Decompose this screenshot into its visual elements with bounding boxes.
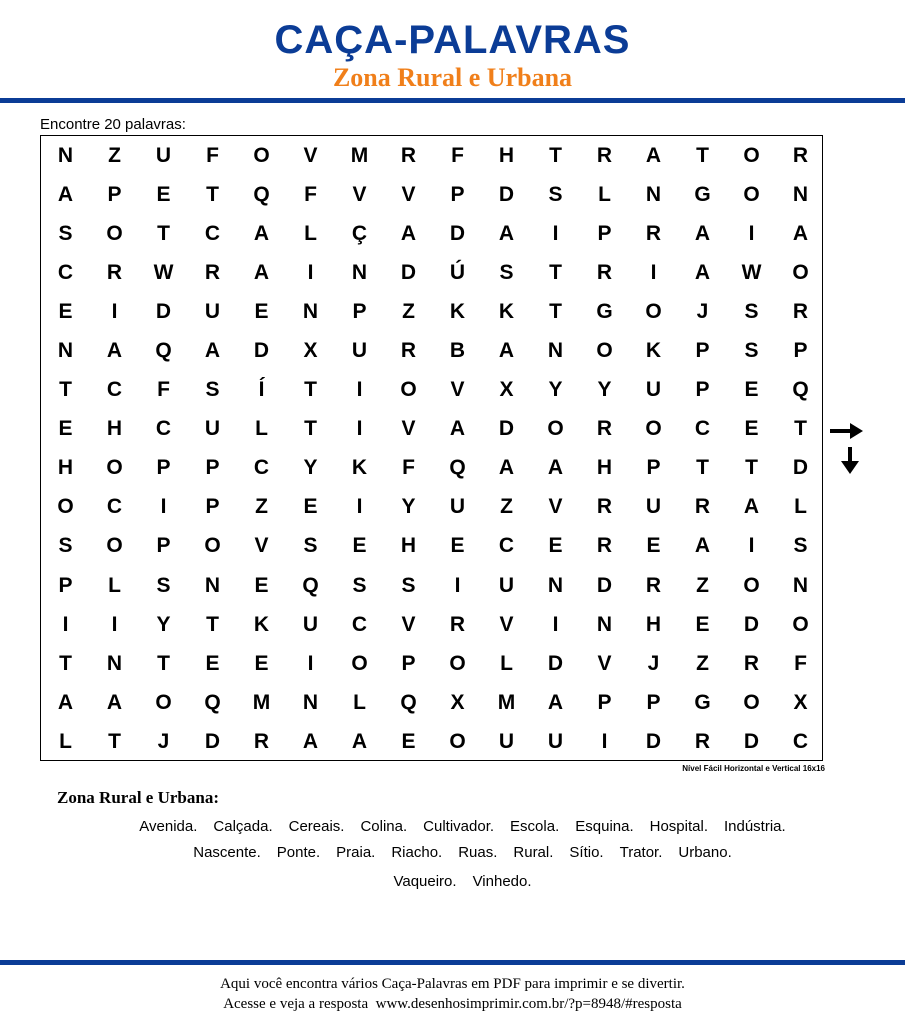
- grid-letter[interactable]: T: [549, 143, 562, 167]
- grid-letter[interactable]: R: [400, 143, 417, 167]
- grid-letter[interactable]: V: [254, 534, 269, 558]
- grid-letter[interactable]: D: [596, 573, 613, 597]
- grid-letter[interactable]: O: [792, 612, 809, 636]
- grid-letter[interactable]: R: [253, 729, 270, 753]
- grid-letter[interactable]: Z: [402, 299, 415, 323]
- grid-letter[interactable]: T: [549, 260, 562, 284]
- word-item: Vinhedo.: [472, 873, 532, 890]
- grid-letter[interactable]: S: [548, 182, 563, 206]
- grid-letter[interactable]: A: [743, 495, 760, 519]
- grid-letter[interactable]: C: [792, 729, 809, 753]
- grid-letter[interactable]: Q: [400, 690, 417, 714]
- grid-letter[interactable]: U: [204, 417, 221, 441]
- grid-letter[interactable]: L: [598, 182, 611, 206]
- grid-letter[interactable]: L: [353, 690, 366, 714]
- grid-letter[interactable]: R: [204, 260, 221, 284]
- grid-letter[interactable]: M: [252, 690, 271, 714]
- arrow-right-icon: [830, 422, 864, 440]
- grid-letter[interactable]: N: [302, 299, 319, 323]
- grid-letter[interactable]: C: [204, 221, 221, 245]
- grid-letter[interactable]: S: [58, 534, 73, 558]
- grid-letter[interactable]: O: [351, 651, 368, 675]
- grid-letter[interactable]: A: [645, 143, 662, 167]
- grid-letter[interactable]: P: [646, 456, 661, 480]
- grid-letter[interactable]: H: [498, 143, 515, 167]
- grid-letter[interactable]: E: [450, 534, 465, 558]
- grid-letter[interactable]: K: [351, 456, 368, 480]
- grid-letter[interactable]: C: [498, 534, 515, 558]
- grid-letter[interactable]: D: [253, 339, 270, 363]
- page-title: CAÇA-PALAVRAS: [274, 18, 631, 62]
- grid-letter[interactable]: T: [59, 378, 72, 402]
- grid-letter[interactable]: I: [748, 221, 755, 245]
- grid-letter[interactable]: N: [645, 182, 662, 206]
- grid-letter[interactable]: I: [356, 378, 363, 402]
- grid-letter[interactable]: R: [645, 573, 662, 597]
- grid-letter[interactable]: A: [449, 417, 466, 441]
- grid-letter[interactable]: D: [449, 221, 466, 245]
- grid-letter[interactable]: T: [304, 417, 317, 441]
- grid-letter[interactable]: C: [155, 417, 172, 441]
- grid-letter[interactable]: Y: [597, 378, 612, 402]
- grid-letter[interactable]: E: [156, 182, 171, 206]
- grid-letter[interactable]: T: [108, 729, 121, 753]
- grid-letter[interactable]: T: [549, 299, 562, 323]
- grid-letter[interactable]: Y: [401, 495, 416, 519]
- grid-letter[interactable]: B: [449, 339, 466, 363]
- grid-letter[interactable]: O: [204, 534, 221, 558]
- grid-letter[interactable]: A: [400, 221, 417, 245]
- grid-letter[interactable]: K: [253, 612, 270, 636]
- grid-letter[interactable]: T: [794, 417, 807, 441]
- grid-letter[interactable]: O: [792, 260, 809, 284]
- grid-letter[interactable]: G: [596, 299, 613, 323]
- grid-letter[interactable]: V: [450, 378, 465, 402]
- grid-letter[interactable]: D: [792, 456, 809, 480]
- grid-letter[interactable]: E: [303, 495, 318, 519]
- grid-letter[interactable]: Y: [548, 378, 563, 402]
- grid-letter[interactable]: D: [645, 729, 662, 753]
- grid-letter[interactable]: Q: [449, 456, 466, 480]
- grid-letter[interactable]: L: [304, 221, 317, 245]
- grid-letter[interactable]: L: [108, 573, 121, 597]
- grid-letter[interactable]: E: [352, 534, 367, 558]
- grid-letter[interactable]: C: [57, 260, 74, 284]
- word-list-title: Zona Rural e Urbana:: [57, 788, 219, 807]
- word-item: Escola.: [510, 818, 560, 835]
- grid-letter[interactable]: Q: [155, 339, 172, 363]
- grid-letter[interactable]: H: [400, 534, 417, 558]
- word-list: [40, 814, 885, 895]
- grid-letter[interactable]: N: [57, 339, 74, 363]
- grid-letter[interactable]: C: [694, 417, 711, 441]
- grid-letter[interactable]: R: [596, 143, 613, 167]
- grid-letter[interactable]: E: [254, 651, 269, 675]
- grid-letter[interactable]: L: [255, 417, 268, 441]
- bottom-divider: [0, 960, 905, 965]
- page-subtitle: Zona Rural e Urbana: [332, 63, 573, 92]
- grid-letter[interactable]: R: [596, 260, 613, 284]
- grid-letter[interactable]: T: [206, 182, 219, 206]
- grid-letter[interactable]: S: [303, 534, 318, 558]
- grid-letter[interactable]: D: [743, 729, 760, 753]
- grid-letter[interactable]: M: [497, 690, 516, 714]
- grid-letter[interactable]: Ç: [351, 221, 368, 245]
- top-divider: [0, 98, 905, 103]
- word-item: Calçada.: [213, 818, 273, 835]
- grid-letter[interactable]: E: [744, 378, 759, 402]
- grid-letter[interactable]: H: [106, 417, 123, 441]
- grid-letter[interactable]: Q: [302, 573, 319, 597]
- letter-grid: [41, 136, 825, 762]
- grid-letter[interactable]: O: [106, 456, 123, 480]
- grid-letter[interactable]: U: [645, 495, 662, 519]
- grid-letter[interactable]: K: [645, 339, 662, 363]
- grid-letter[interactable]: P: [205, 495, 220, 519]
- grid-letter[interactable]: W: [153, 260, 174, 284]
- grid-letter[interactable]: J: [696, 299, 709, 323]
- grid-letter[interactable]: N: [792, 182, 809, 206]
- grid-letter[interactable]: R: [106, 260, 123, 284]
- grid-letter[interactable]: U: [155, 143, 172, 167]
- grid-letter[interactable]: R: [449, 612, 466, 636]
- grid-letter[interactable]: X: [499, 378, 514, 402]
- grid-letter[interactable]: J: [157, 729, 170, 753]
- word-item: Riacho.: [391, 844, 443, 861]
- grid-letter[interactable]: F: [402, 456, 415, 480]
- grid-letter[interactable]: T: [157, 651, 170, 675]
- word-item: Cereais.: [288, 818, 345, 835]
- grid-letter[interactable]: L: [59, 729, 72, 753]
- grid-letter[interactable]: S: [793, 534, 808, 558]
- grid-letter[interactable]: S: [401, 573, 416, 597]
- grid-letter[interactable]: O: [449, 729, 466, 753]
- footer-line-1: Aqui você encontra vários Caça-Palavras em PDF para imprimir e se divertir.: [220, 976, 685, 992]
- grid-letter[interactable]: S: [744, 299, 759, 323]
- grid-letter[interactable]: A: [547, 456, 564, 480]
- grid-letter[interactable]: V: [548, 495, 563, 519]
- grid-letter[interactable]: E: [254, 573, 269, 597]
- instruction-text: Encontre 20 palavras:: [40, 116, 186, 133]
- grid-letter[interactable]: E: [58, 417, 73, 441]
- word-item: Colina.: [360, 818, 408, 835]
- grid-letter[interactable]: Q: [792, 378, 809, 402]
- grid-letter[interactable]: D: [547, 651, 564, 675]
- grid-letter[interactable]: A: [498, 339, 515, 363]
- grid-letter[interactable]: G: [694, 690, 711, 714]
- grid-letter[interactable]: F: [451, 143, 464, 167]
- grid-letter[interactable]: T: [206, 612, 219, 636]
- word-item: Vaqueiro.: [393, 873, 457, 890]
- grid-letter[interactable]: D: [743, 612, 760, 636]
- grid-letter[interactable]: D: [498, 417, 515, 441]
- grid-letter[interactable]: N: [351, 260, 368, 284]
- grid-letter[interactable]: G: [694, 182, 711, 206]
- grid-letter[interactable]: H: [57, 456, 74, 480]
- grid-letter[interactable]: P: [695, 378, 710, 402]
- grid-letter[interactable]: N: [204, 573, 221, 597]
- grid-letter[interactable]: I: [111, 299, 118, 323]
- grid-letter[interactable]: O: [253, 143, 270, 167]
- grid-letter[interactable]: O: [449, 651, 466, 675]
- grid-letter[interactable]: V: [401, 612, 416, 636]
- grid-letter[interactable]: A: [253, 260, 270, 284]
- grid-letter[interactable]: O: [743, 690, 760, 714]
- grid-letter[interactable]: V: [303, 143, 318, 167]
- grid-letter[interactable]: V: [597, 651, 612, 675]
- grid-letter[interactable]: A: [204, 339, 221, 363]
- grid-letter[interactable]: S: [205, 378, 220, 402]
- word-item: Indústria.: [723, 818, 786, 835]
- word-item: Cultivador.: [423, 818, 495, 835]
- grid-letter[interactable]: S: [744, 339, 759, 363]
- grid-letter[interactable]: N: [596, 612, 613, 636]
- grid-letter[interactable]: P: [695, 339, 710, 363]
- grid-letter[interactable]: Ú: [449, 260, 466, 284]
- word-item: Hospital.: [649, 818, 708, 835]
- grid-letter[interactable]: S: [352, 573, 367, 597]
- grid-letter[interactable]: U: [302, 612, 319, 636]
- grid-letter[interactable]: R: [596, 417, 613, 441]
- grid-letter[interactable]: I: [552, 221, 559, 245]
- grid-letter[interactable]: Q: [253, 182, 270, 206]
- grid-letter[interactable]: A: [351, 729, 368, 753]
- grid-letter[interactable]: T: [745, 456, 758, 480]
- grid-letter[interactable]: E: [254, 299, 269, 323]
- grid-letter[interactable]: Z: [696, 651, 709, 675]
- grid-letter[interactable]: U: [645, 378, 662, 402]
- grid-letter[interactable]: P: [107, 182, 122, 206]
- grid-letter[interactable]: F: [304, 182, 317, 206]
- grid-letter[interactable]: R: [694, 495, 711, 519]
- grid-letter[interactable]: O: [596, 339, 613, 363]
- grid-letter[interactable]: A: [57, 690, 74, 714]
- grid-letter[interactable]: I: [356, 417, 363, 441]
- grid-letter[interactable]: T: [696, 143, 709, 167]
- grid-letter[interactable]: P: [597, 690, 612, 714]
- grid-letter[interactable]: A: [57, 182, 74, 206]
- grid-letter[interactable]: E: [695, 612, 710, 636]
- word-item: Ponte.: [276, 844, 321, 861]
- grid-letter[interactable]: Z: [500, 495, 513, 519]
- grid-letter[interactable]: W: [741, 260, 762, 284]
- grid-letter[interactable]: D: [498, 182, 515, 206]
- grid-letter[interactable]: A: [694, 534, 711, 558]
- grid-letter[interactable]: P: [646, 690, 661, 714]
- grid-letter[interactable]: O: [106, 534, 123, 558]
- grid-letter[interactable]: P: [793, 339, 808, 363]
- grid-letter[interactable]: F: [157, 378, 170, 402]
- grid-letter[interactable]: I: [454, 573, 461, 597]
- grid-letter[interactable]: I: [552, 612, 559, 636]
- grid-letter[interactable]: U: [498, 729, 515, 753]
- grid-letter[interactable]: I: [307, 651, 314, 675]
- grid-letter[interactable]: O: [743, 182, 760, 206]
- grid-letter[interactable]: A: [547, 690, 564, 714]
- word-item: Sítio.: [569, 844, 604, 861]
- grid-letter[interactable]: D: [400, 260, 417, 284]
- grid-letter[interactable]: R: [743, 651, 760, 675]
- grid-letter[interactable]: P: [156, 534, 171, 558]
- grid-letter[interactable]: I: [307, 260, 314, 284]
- grid-letter[interactable]: P: [352, 299, 367, 323]
- grid-letter[interactable]: O: [743, 143, 760, 167]
- grid-letter[interactable]: Z: [255, 495, 268, 519]
- word-item: Urbano.: [678, 844, 732, 861]
- grid-letter[interactable]: I: [356, 495, 363, 519]
- grid-letter[interactable]: Y: [303, 456, 318, 480]
- grid-letter[interactable]: F: [206, 143, 219, 167]
- grid-letter[interactable]: P: [205, 456, 220, 480]
- grid-letter[interactable]: V: [401, 417, 416, 441]
- grid-letter[interactable]: Y: [156, 612, 171, 636]
- grid-letter[interactable]: A: [792, 221, 809, 245]
- grid-letter[interactable]: Q: [204, 690, 221, 714]
- grid-letter[interactable]: R: [400, 339, 417, 363]
- level-label: Nível Fácil Horizontal e Vertical 16x16: [682, 764, 825, 773]
- grid-letter[interactable]: O: [400, 378, 417, 402]
- grid-letter[interactable]: R: [645, 221, 662, 245]
- grid-letter[interactable]: C: [351, 612, 368, 636]
- grid-letter[interactable]: A: [302, 729, 319, 753]
- grid-letter[interactable]: O: [547, 417, 564, 441]
- grid-letter[interactable]: O: [743, 573, 760, 597]
- grid-letter[interactable]: N: [302, 690, 319, 714]
- grid-letter[interactable]: S: [58, 221, 73, 245]
- grid-letter[interactable]: X: [450, 690, 465, 714]
- grid-letter[interactable]: R: [694, 729, 711, 753]
- grid-letter[interactable]: P: [597, 221, 612, 245]
- grid-letter[interactable]: P: [156, 456, 171, 480]
- grid-letter[interactable]: I: [62, 612, 69, 636]
- grid-letter[interactable]: A: [253, 221, 270, 245]
- grid-letter[interactable]: A: [106, 690, 123, 714]
- grid-letter[interactable]: C: [106, 495, 123, 519]
- grid-letter[interactable]: O: [106, 221, 123, 245]
- grid-letter[interactable]: I: [748, 534, 755, 558]
- grid-letter[interactable]: R: [792, 299, 809, 323]
- grid-letter[interactable]: U: [498, 573, 515, 597]
- grid-letter[interactable]: A: [498, 456, 515, 480]
- grid-letter[interactable]: Z: [108, 143, 121, 167]
- grid-letter[interactable]: N: [106, 651, 123, 675]
- footer: [0, 974, 905, 1014]
- grid-letter[interactable]: E: [646, 534, 661, 558]
- grid-letter[interactable]: S: [499, 260, 514, 284]
- grid-letter[interactable]: M: [350, 143, 369, 167]
- grid-letter[interactable]: U: [204, 299, 221, 323]
- grid-letter[interactable]: X: [793, 690, 808, 714]
- grid-letter[interactable]: E: [58, 299, 73, 323]
- grid-letter[interactable]: T: [59, 651, 72, 675]
- grid-letter[interactable]: V: [401, 182, 416, 206]
- grid-letter[interactable]: K: [498, 299, 515, 323]
- footer-line-2: Acesse e veja a resposta www.desenhosimprimir.com.br/?p=8948/#resposta: [223, 996, 682, 1012]
- grid-letter[interactable]: C: [253, 456, 270, 480]
- grid-letter[interactable]: U: [351, 339, 368, 363]
- grid-letter[interactable]: L: [500, 651, 513, 675]
- grid-letter[interactable]: T: [696, 456, 709, 480]
- grid-letter[interactable]: A: [498, 221, 515, 245]
- word-item: Praia.: [336, 844, 376, 861]
- grid-letter[interactable]: C: [106, 378, 123, 402]
- grid-letter[interactable]: K: [449, 299, 466, 323]
- word-item: Ruas.: [458, 844, 498, 861]
- word-item: Avenida.: [139, 818, 198, 835]
- grid-letter[interactable]: H: [645, 612, 662, 636]
- grid-letter[interactable]: A: [694, 221, 711, 245]
- grid-letter[interactable]: Í: [258, 378, 265, 402]
- grid-letter[interactable]: T: [157, 221, 170, 245]
- grid-letter[interactable]: P: [58, 573, 73, 597]
- grid-letter[interactable]: A: [694, 260, 711, 284]
- grid-letter[interactable]: O: [155, 690, 172, 714]
- word-item: Esquina.: [575, 818, 634, 835]
- grid-letter[interactable]: D: [155, 299, 172, 323]
- grid-letter[interactable]: A: [106, 339, 123, 363]
- grid-letter[interactable]: N: [547, 573, 564, 597]
- grid-letter[interactable]: H: [596, 456, 613, 480]
- grid-letter[interactable]: U: [449, 495, 466, 519]
- grid-letter[interactable]: R: [596, 495, 613, 519]
- grid-letter[interactable]: O: [645, 299, 662, 323]
- grid-letter[interactable]: E: [401, 729, 416, 753]
- grid-letter[interactable]: I: [650, 260, 657, 284]
- grid-letter[interactable]: N: [547, 339, 564, 363]
- word-item: Nascente.: [193, 844, 261, 861]
- grid-letter[interactable]: I: [601, 729, 608, 753]
- grid-letter[interactable]: I: [111, 612, 118, 636]
- grid-letter[interactable]: I: [160, 495, 167, 519]
- word-item: Trator.: [619, 844, 663, 861]
- grid-letter[interactable]: O: [645, 417, 662, 441]
- grid-letter[interactable]: N: [57, 143, 74, 167]
- grid-letter[interactable]: D: [204, 729, 221, 753]
- grid-letter[interactable]: Z: [696, 573, 709, 597]
- grid-letter[interactable]: S: [156, 573, 171, 597]
- grid-letter[interactable]: F: [794, 651, 807, 675]
- grid-letter[interactable]: E: [744, 417, 759, 441]
- grid-letter[interactable]: R: [596, 534, 613, 558]
- grid-letter[interactable]: J: [647, 651, 660, 675]
- grid-letter[interactable]: U: [547, 729, 564, 753]
- grid-letter[interactable]: N: [792, 573, 809, 597]
- word-item: Rural.: [513, 844, 554, 861]
- grid-letter[interactable]: L: [794, 495, 807, 519]
- grid-letter[interactable]: P: [401, 651, 416, 675]
- grid-letter[interactable]: E: [548, 534, 563, 558]
- grid-letter[interactable]: V: [352, 182, 367, 206]
- grid-letter[interactable]: T: [304, 378, 317, 402]
- grid-letter[interactable]: E: [205, 651, 220, 675]
- grid-letter[interactable]: R: [792, 143, 809, 167]
- grid-letter[interactable]: P: [450, 182, 465, 206]
- grid-letter[interactable]: V: [499, 612, 514, 636]
- grid-letter[interactable]: X: [303, 339, 318, 363]
- grid-letter[interactable]: O: [57, 495, 74, 519]
- arrow-down-icon: [840, 447, 860, 475]
